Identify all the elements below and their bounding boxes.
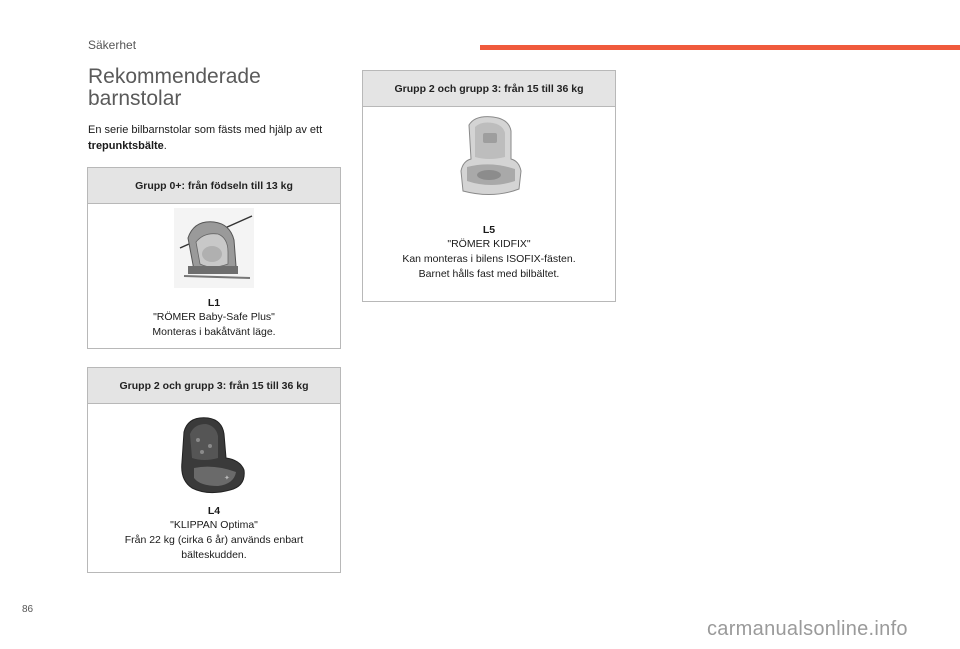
seat-code: L5: [482, 224, 496, 236]
booster-seat-light-icon: [363, 107, 615, 223]
seat-note: Monteras i bakåtvänt läge.: [152, 326, 276, 338]
intro-paragraph: [88, 122, 348, 154]
intro-text: En serie bilbarnstolar som fästs med hjälp av ett: [88, 124, 323, 136]
seat-card-l4: [87, 367, 341, 573]
seat-model: "KLIPPAN Optima": [170, 519, 258, 531]
card-heading: Grupp 0+: från födseln till 13 kg: [88, 168, 340, 204]
page-title: Rekommenderade barnstolar: [88, 65, 261, 110]
seat-note: Från 22 kg (cirka 6 år) används enbart: [124, 534, 304, 546]
intro-bold: trepunktsbälte: [88, 140, 164, 152]
intro-end: .: [163, 140, 167, 152]
booster-seat-dark-icon: [88, 404, 340, 504]
seat-card-l5: [362, 70, 616, 302]
watermark: carmanualsonline.info: [707, 618, 908, 640]
seat-code: L4: [207, 505, 221, 517]
seat-code: L1: [207, 297, 221, 309]
seat-note-cont: Barnet hålls fast med bilbältet.: [418, 268, 560, 280]
card-heading: Grupp 2 och grupp 3: från 15 till 36 kg: [363, 71, 615, 107]
seat-model: "RÖMER Baby-Safe Plus": [153, 311, 275, 323]
seat-model: "RÖMER KIDFIX": [447, 238, 531, 250]
page-number: 86: [22, 604, 34, 615]
seat-card-l1: [87, 167, 341, 349]
section-accent-bar: [480, 45, 960, 50]
section-label: Säkerhet: [88, 38, 137, 52]
seat-note-cont: bälteskudden.: [181, 549, 247, 561]
card-heading: Grupp 2 och grupp 3: från 15 till 36 kg: [88, 368, 340, 404]
infant-carrier-seat-icon: [88, 204, 340, 296]
seat-note: Kan monteras i bilens ISOFIX-fästen.: [402, 253, 576, 265]
svg-text:✦: ✦: [224, 475, 230, 482]
